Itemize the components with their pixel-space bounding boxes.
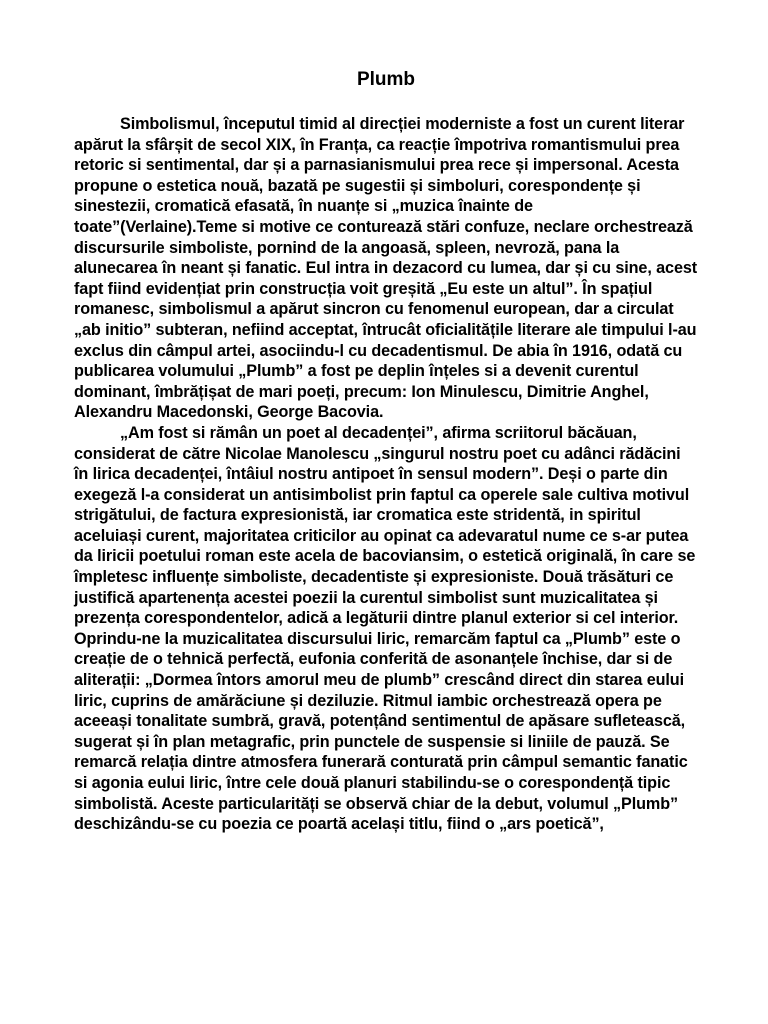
document-title: Plumb [356,69,416,90]
document-page [74,66,698,835]
paragraph-bacovia-decadence: „Am fost si rămân un poet al decadenței”, afirma scriitorul băcăuan, considerat de către Nicolae Manolescu „singurul nostru poet cu adânci rădăcini în lirica decadenței, întâiul nostru antipoet în sensul modern”. Deși o parte din exegeză l-a considerat un antisimbolist prin faptul ca operele sale cultiva motivul strigătului, de factura expresionistă, iar cromatica este stridentă, in spiritul aceluiași curent, majoritatea criticilor au opinat ca adevaratul nume ce s-ar putea da liricii poetului roman este acela de bacoviansim, o estetică originală, în care se împletesc influențe simboliste, decadentiste și expresioniste. Două trăsături ce justifică apartenența acestei poezii la curentul simbolist sunt muzicalitatea și prezența corespondentelor, adică a legăturii dintre planul exterior si cel interior. Oprindu-ne la muzicalitatea discursului liric, remarcăm faptul ca „Plumb” este o creație de o tehnică perfectă, eufonia conferită de asonanțele închise, dar si de aliterații: „Dormea întors amorul meu de plumb” crescând direct din starea eului liric, cuprins de amărăciune și deziluzie. Ritmul iambic orchestrează opera pe aceeași tonalitate sumbră, gravă, potențând sentimentul de apăsare sufletească, sugerat și în plan metagrafic, prin punctele de suspensie si liniile de pauză. Se remarcă relația dintre atmosfera funerară conturată prin câmpul semantic fanatic si agonia eului liric, între cele două planuri stabilindu-se o corespondență tipic simbolistă. Aceste particularități se observă chiar de la debut, volumul „Plumb” deschizându-se cu poezia ce poartă același titlu, fiind o „ars poetică”, [74,423,696,834]
paragraph-intro-symbolism: Simbolismul, începutul timid al direcției moderniste a fost un curent literar apărut la sfârșit de secol XIX, în Franța, ca reacție împotriva romantismului prea retoric si sentimental, dar și a parnasianismului prea rece și impersonal. Acesta propune o estetica nouă, bazată pe sugestii și simboluri, corespondențe și sinestezii, cromatică efasată, în nuanțe si „muzica înainte de toate”(Verlaine).Teme si motive ce conturează stări confuze, neclare orchestrează discursurile simboliste, pornind de la angoasă, spleen, nevroză, pana la alunecarea în neant și fanatic. Eul intra in dezacord cu lumea, dar și cu sine, acest fapt fiind evidențiat prin construcția voit greșită „Eu este un altul”. În spațiul romanesc, simbolismul a apărut sincron cu fenomenul european, dar a circulat „ab initio” subteran, nefiind acceptat, întrucât oficialitățile literare ale timpului l-au exclus din câmpul artei, asociindu-l cu decadentismul. De abia în 1916, odată cu publicarea volumului „Plumb” a fost pe deplin înțeles si a devenit curentul dominant, îmbrățișat de mari poeți, precum: Ion Minulescu, Dimitrie Anghel, Alexandru Macedonski, George Bacovia. [74,115,698,422]
